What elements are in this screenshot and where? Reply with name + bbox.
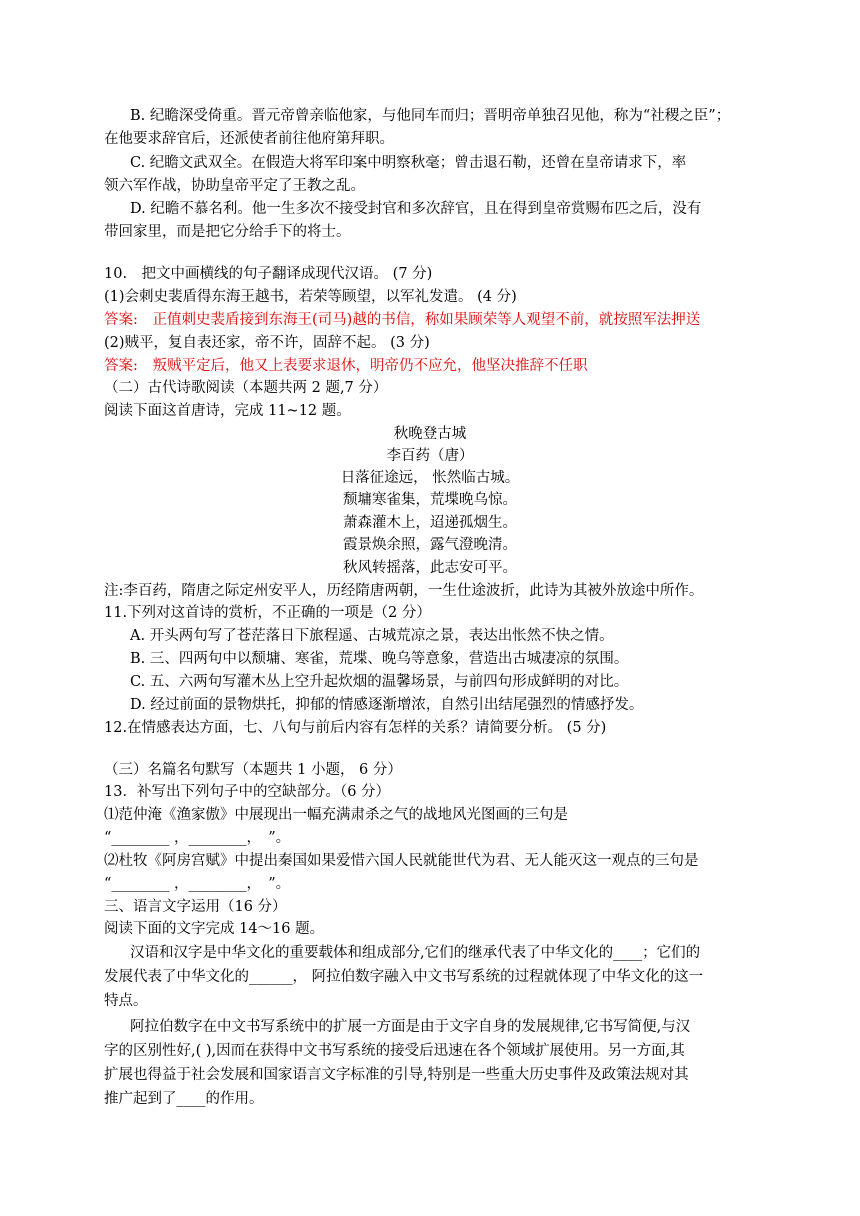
q13-part-1-blank: “________ ，________， ”。 bbox=[104, 830, 291, 846]
para-1-line-1: 汉语和汉字是中华文化的重要载体和组成部分,它们的继承代表了中华文化的____；它们的 bbox=[130, 945, 701, 961]
section-2-instruction: 阅读下面这首唐诗，完成 11~12 题。 bbox=[104, 403, 351, 419]
para-2-line-2: 字的区别性好,( ),因而在获得中文书写系统的接受后迅速在各个领域扩展使用。另一方面,其 bbox=[104, 1043, 685, 1059]
para-2-line-4: 推广起到了____的作用。 bbox=[104, 1091, 264, 1107]
poem-note: 注:李百药，隋唐之际定州安平人，历经隋唐两朝，一生仕途波折，此诗为其被外放途中所作。 bbox=[104, 583, 704, 599]
q13-stem: 13．补写出下列句子中的空缺部分。（6 分） bbox=[104, 784, 391, 800]
para-1-line-2: 发展代表了中华文化的______， 阿拉伯数字融入中文书写系统的过程就体现了中华文化的这一 bbox=[104, 969, 704, 985]
q9-option-d-line1: D. 纪瞻不慕名利。他一生多次不接受封官和多次辞官，且在得到皇帝赏赐布匹之后，没有 bbox=[130, 201, 702, 217]
poem-line: 日落征途远， 怅然临古城。 bbox=[340, 470, 520, 486]
answer-text: 正值刺史裴盾接到东海王(司马)越的书信，称如果顾荣等人观望不前，就按照军法押送 bbox=[152, 312, 701, 328]
q13-part-1: ⑴范仲淹《渔家傲》中展现出一幅充满肃杀之气的战地风光图画的三句是 bbox=[104, 807, 568, 823]
q10-answer-2 bbox=[104, 356, 588, 376]
poem-line: 萧森灌木上，迢递孤烟生。 bbox=[343, 515, 517, 531]
q9-option-c-line1: C. 纪瞻文武双全。在假造大将军印案中明察秋毫；曾击退石勒，还曾在皇帝请求下，率 bbox=[130, 155, 687, 171]
q9-option-b-line2: 在他要求辞官后，还派使者前往他府第拜职。 bbox=[104, 131, 394, 147]
q10-stem: 10. 把文中画横线的句子翻译成现代汉语。 (7 分) bbox=[104, 266, 433, 282]
q13-part-2: ⑵杜牧《阿房宫赋》中提出秦国如果爱惜六国人民就能世代为君、无人能灭这一观点的三句是 bbox=[104, 853, 699, 869]
q10-answer-1 bbox=[104, 310, 700, 330]
poem-author: 李百药（唐） bbox=[386, 448, 474, 464]
answer-text: 叛贼平定后，他又上表要求退休，明帝仍不应允，他坚决推辞不任职 bbox=[152, 358, 588, 374]
q11-stem: 11.下列对这首诗的赏析，不正确的一项是（2 分） bbox=[104, 605, 431, 621]
part-3-instruction: 阅读下面的文字完成 14～16 题。 bbox=[104, 921, 325, 937]
q11-option-a: A. 开头两句写了苍茫落日下旅程遥、古城荒凉之景，表达出怅然不快之情。 bbox=[130, 628, 614, 644]
section-2-header: （二）古代诗歌阅读（本题共两 2 题,7 分） bbox=[104, 380, 388, 396]
q12-stem: 12.在情感表达方面，七、八句与前后内容有怎样的关系？请简要分析。 (5 分) bbox=[104, 720, 607, 736]
section-3-header: （三）名篇名句默写（本题共 1 小题， 6 分） bbox=[104, 762, 402, 778]
para-1-line-3: 特点。 bbox=[104, 993, 148, 1009]
part-3-header bbox=[104, 897, 287, 917]
q13-part-2-blank: “________ ，________， ”。 bbox=[104, 876, 291, 892]
answer-label: 答案: bbox=[104, 358, 138, 374]
poem-title: 秋晚登古城 bbox=[393, 426, 467, 442]
q9-option-c-line2: 领六军作战，协助皇帝平定了王教之乱。 bbox=[104, 178, 365, 194]
q11-option-b: B. 三、四两句中以颓墉、寒雀，荒堞、晚乌等意象，营造出古城凄凉的氛围。 bbox=[130, 651, 629, 667]
q11-option-d: D. 经过前面的景物烘托，抑郁的情感逐渐增浓，自然引出结尾强烈的情感抒发。 bbox=[130, 697, 644, 713]
para-2-line-1: 阿拉伯数字在中文书写系统中的扩展一方面是由于文字自身的发展规律,它书写简便,与汉 bbox=[130, 1019, 691, 1035]
poem-line: 秋风转摇落，此志安可平。 bbox=[343, 560, 517, 576]
q9-option-d-line2: 带回家里，而是把它分给手下的将士。 bbox=[104, 224, 351, 240]
para-2-line-3: 扩展也得益于社会发展和国家语言文字标准的引导,特别是一些重大历史事件及政策法规对其 bbox=[104, 1067, 689, 1083]
q10-sentence-2: (2)贼平，复自表还家，帝不许，固辞不起。 (3 分) bbox=[104, 335, 430, 351]
q10-sentence-1: (1)会刺史裴盾得东海王越书，若荣等顾望，以军礼发遣。 (4 分) bbox=[104, 289, 517, 305]
q9-option-b-line1: B. 纪瞻深受倚重。晋元帝曾亲临他家，与他同车而归；晋明帝单独召见他，称为“社稷之臣”； bbox=[130, 108, 731, 124]
part-3-header-text: 三、语言文字运用（16 分） bbox=[104, 899, 287, 915]
poem-line: 颓墉寒雀集，荒堞晚乌惊。 bbox=[343, 492, 517, 508]
answer-label: 答案: bbox=[104, 312, 138, 328]
q11-option-c: C. 五、六两句写灌木丛上空升起炊烟的温馨场景，与前四句形成鲜明的对比。 bbox=[130, 674, 629, 690]
poem-line: 霞景焕余照，露气澄晚清。 bbox=[343, 537, 517, 553]
